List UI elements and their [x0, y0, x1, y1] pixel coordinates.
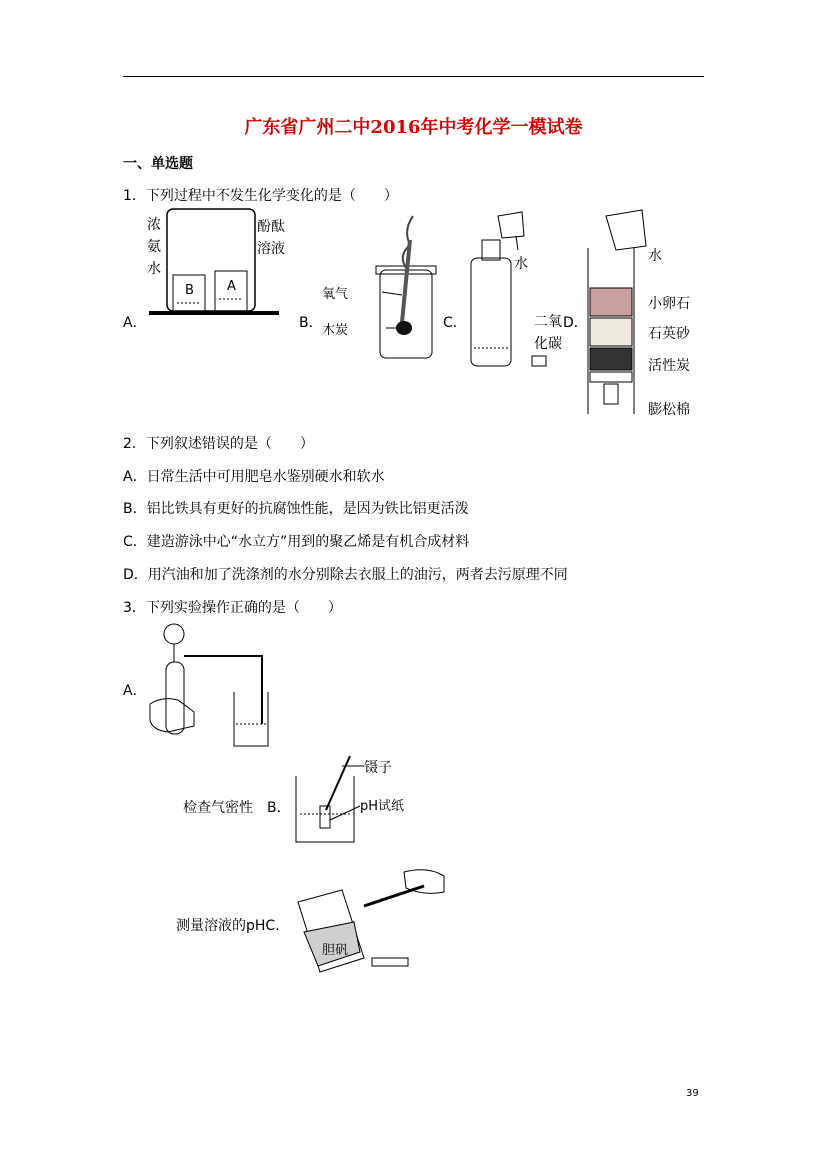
- fig-c-co2-label-1: 二氧: [534, 314, 562, 330]
- page-number: 39: [686, 1088, 699, 1099]
- fig-d-water-label: 水: [648, 248, 662, 264]
- fig-b-charcoal-label: 木炭: [322, 323, 349, 338]
- fig-3b-ph-paper-label: pH试纸: [360, 799, 405, 814]
- fig-a-beaker-b-label: B: [185, 283, 194, 298]
- fig-c-co2-label-2: 化碳: [534, 336, 562, 352]
- fig-d-quartz-label: 石英砂: [648, 326, 690, 342]
- fig-3c-bottle-label: 胆矾: [322, 943, 349, 958]
- fig-a-label-shui: 水: [147, 261, 161, 277]
- q1-figure-b: [318, 210, 438, 360]
- header-rule: [123, 76, 704, 77]
- fig-a-label-nong: 浓: [147, 217, 161, 233]
- q1-option-b-label: B．: [299, 315, 323, 331]
- q2-option-b: B．铝比铁具有更好的抗腐蚀性能，是因为铁比铝更活泼: [123, 501, 469, 517]
- q3-figure-b: [294, 750, 408, 846]
- q2-stem: 2．下列叙述错误的是（ ）: [123, 436, 314, 452]
- q3-stem: 3．下列实验操作正确的是（ ）: [123, 600, 342, 616]
- q2-option-a: A．日常生活中可用肥皂水鉴别硬水和软水: [123, 469, 385, 485]
- q1-figure-c: [466, 208, 562, 370]
- section-heading: 一、单选题: [123, 156, 193, 172]
- fig-a-label-phenolphthalein: 酚酞: [257, 219, 285, 235]
- fig-b-oxygen-label: 氧气: [322, 287, 349, 302]
- fig-3b-tweezers-label: 镊子: [364, 760, 392, 776]
- fig-a-label-solution: 溶液: [257, 241, 285, 257]
- page-title: 广东省广州二中2016年中考化学一模试卷: [244, 117, 583, 138]
- fig-c-water-label: 水: [514, 256, 528, 272]
- q1-option-d-label: D．: [563, 315, 588, 331]
- q1-stem: 1．下列过程中不发生化学变化的是（ ）: [123, 188, 398, 204]
- q3-figure-c: [294, 862, 448, 974]
- fig-d-cotton-label: 膨松棉: [648, 402, 690, 418]
- q1-option-c-label: C．: [443, 315, 467, 331]
- q2-option-d: D．用汽油和加了洗涤剂的水分别除去衣服上的油污，两者去污原理不同: [123, 567, 568, 583]
- q1-figure-a: [145, 207, 285, 319]
- fig-d-carbon-label: 活性炭: [648, 358, 690, 374]
- fig-a-beaker-a-label: A: [227, 279, 236, 294]
- q3-option-a-caption: 检查气密性 B．: [183, 800, 291, 816]
- q2-option-c: C．建造游泳中心“水立方”用到的聚乙烯是有机合成材料: [123, 534, 470, 550]
- fig-d-pebble-label: 小卵石: [648, 296, 690, 312]
- q3-option-a-label: A．: [123, 683, 147, 699]
- q1-figure-d: [586, 208, 696, 418]
- q3-option-b-caption: 测量溶液的pHC．: [176, 918, 290, 934]
- q3-figure-a: [148, 620, 270, 750]
- q1-option-a-label: A．: [123, 315, 147, 331]
- fig-a-label-an: 氨: [147, 239, 161, 255]
